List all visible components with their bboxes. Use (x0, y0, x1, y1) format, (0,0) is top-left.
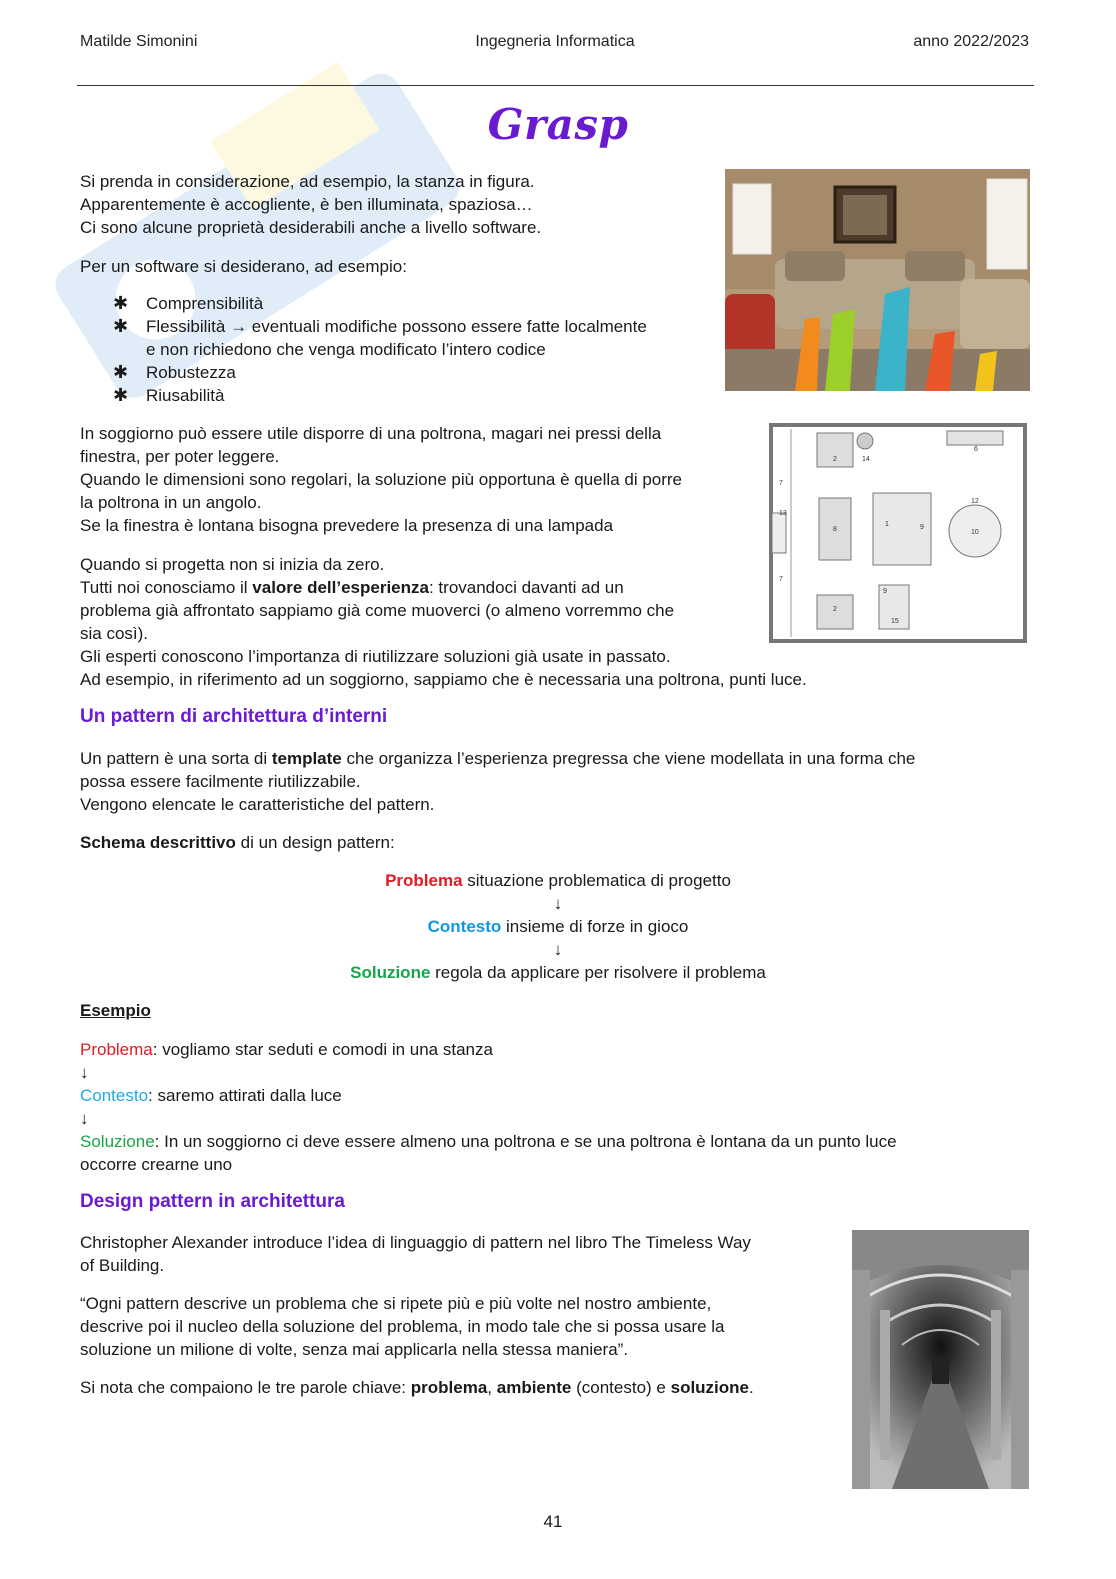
quote-line: “Ogni pattern descrive un problema che si ripete più e più volte nel nostro ambiente, (80, 1294, 712, 1313)
list-item (113, 384, 647, 407)
text-span: Tutti noi conosciamo il (80, 578, 253, 597)
header-year: anno 2022/2023 (913, 33, 1029, 50)
list-item (113, 315, 647, 338)
living-line: Se la finestra è lontana bisogna prevedere la presenza di una lampada (80, 516, 614, 535)
solution-label: Soluzione (80, 1132, 155, 1151)
floor-plan-label: 1 (885, 521, 889, 528)
living-line: In soggiorno può essere utile disporre di una poltrona, magari nei pressi della (80, 424, 662, 443)
experience-line: Gli esperti conoscono l’importanza di riutilizzare soluzioni già usate in passato. (80, 647, 671, 666)
experience-line: Ad esempio, in riferimento ad un soggiorno, sappiamo che è necessaria una poltrona, punti luce. (80, 670, 807, 689)
text-span: : In un soggiorno ci deve essere almeno una poltrona e se una poltrona è lontana da un punto luce (154, 1132, 897, 1151)
text-span: che organizza l’esperienza pregressa che viene modellata in una forma che (341, 749, 916, 768)
asterisk-icon: ✱ (113, 385, 129, 405)
bold-span: template (271, 749, 342, 768)
asterisk-icon: ✱ (113, 293, 129, 313)
alexander-line: of Building. (80, 1256, 165, 1275)
living-line: Quando le dimensioni sono regolari, la soluzione più opportuna è quella di porre (80, 470, 683, 489)
definition-line (80, 747, 915, 770)
problem-label: Problema (385, 871, 463, 890)
pattern-definition (80, 747, 915, 816)
bold-span: valore dell’esperienza (252, 578, 429, 597)
text-span: di un design pattern: (235, 833, 395, 852)
text-span: insieme di forze in gioco (501, 917, 689, 936)
down-arrow-icon: ↓ (553, 940, 563, 959)
asterisk-icon: ✱ (113, 362, 129, 382)
example-block (80, 1038, 897, 1176)
text-span: : trovandoci davanti ad un (428, 578, 624, 597)
text-span: Un pattern è una sorta di (80, 749, 272, 768)
floor-plan-label: 12 (971, 498, 979, 505)
example-solution-continued: occorre crearne uno (80, 1155, 233, 1174)
experience-line: sia così). (80, 624, 149, 643)
list-item-text: Flessibilità → eventuali modifiche possono essere fatte localmente (146, 317, 647, 336)
bold-span: problema (410, 1378, 488, 1397)
text-span: situazione problematica di progetto (462, 871, 731, 890)
text-span: (contesto) e (571, 1378, 671, 1397)
floor-plan-label: 14 (862, 456, 870, 463)
text-span: : saremo attirati dalla luce (148, 1086, 342, 1105)
intro-paragraph (80, 170, 541, 239)
floor-plan-label: 8 (833, 526, 837, 533)
experience-paragraph (80, 553, 807, 691)
bold-span: ambiente (496, 1378, 572, 1397)
down-arrow-icon: ↓ (553, 894, 563, 913)
living-line: la poltrona in un angolo. (80, 493, 262, 512)
intro-line: Apparentemente è accogliente, è ben illuminata, spaziosa… (80, 195, 533, 214)
floor-plan-label: 2 (833, 606, 837, 613)
list-item-text: e non richiedono che venga modificato l’intero codice (146, 340, 546, 359)
quote-line: descrive poi il nucleo della soluzione del problema, in modo tale che si possa usare la (80, 1317, 725, 1336)
floor-plan-label: 9 (920, 524, 924, 531)
floor-plan-label: 2 (833, 456, 837, 463)
schema-intro (80, 831, 395, 854)
example-heading (80, 999, 151, 1022)
header-course: Ingegneria Informatica (475, 33, 635, 50)
alexander-line: Christopher Alexander introduce l’idea di linguaggio di pattern nel libro The Timeless Way (80, 1233, 751, 1252)
header-divider (77, 85, 1034, 86)
experience-line: problema già affrontato sappiamo già come muoverci (o almeno vorremmo che (80, 601, 675, 620)
alexander-quote (80, 1292, 724, 1361)
list-indent (113, 338, 146, 361)
floor-plan-label: 10 (971, 529, 979, 536)
list-item (113, 338, 647, 361)
definition-line: possa essere facilmente riutilizzabile. (80, 772, 361, 791)
floor-plan-label: 15 (891, 618, 899, 625)
intro-line: Si prenda in considerazione, ad esempio, la stanza in figura. (80, 172, 535, 191)
list-item-text: Comprensibilità (146, 294, 264, 313)
floor-plan-label: 13 (779, 510, 787, 517)
page-title: Grasp (487, 100, 629, 149)
floor-plan-label: 7 (779, 480, 783, 487)
bold-span: Schema descrittivo (80, 833, 236, 852)
alexander-paragraph (80, 1231, 751, 1277)
definition-line: Vengono elencate le caratteristiche del pattern. (80, 795, 435, 814)
list-item-text: Robustezza (146, 363, 236, 382)
experience-line (80, 576, 807, 599)
text-span: . (749, 1378, 754, 1397)
example-heading-text: Esempio (80, 1001, 151, 1020)
floor-plan-diagram (769, 423, 1027, 643)
down-arrow-icon: ↓ (80, 1109, 89, 1128)
down-arrow-icon: ↓ (80, 1063, 89, 1082)
bullet-list (113, 292, 647, 407)
example-context (80, 1084, 897, 1107)
text-span: Si nota che compaiono le tre parole chiave: (80, 1378, 411, 1397)
text-span: : vogliamo star seduti e comodi in una stanza (152, 1040, 493, 1059)
experience-line: Quando si progetta non si inizia da zero. (80, 555, 385, 574)
text-span: regola da applicare per risolvere il problema (430, 963, 766, 982)
list-item-text: Riusabilità (146, 386, 225, 405)
list-item (113, 361, 647, 384)
context-label: Contesto (80, 1086, 149, 1105)
desired-intro: Per un software si desiderano, ad esempio: (80, 257, 407, 276)
bold-span: soluzione (670, 1378, 750, 1397)
list-item (113, 292, 647, 315)
living-line: finestra, per poter leggere. (80, 447, 280, 466)
section-heading-architecture: Design pattern in architettura (80, 1191, 345, 1212)
intro-line: Ci sono alcune proprietà desiderabili anche a livello software. (80, 218, 542, 237)
schema-problem (0, 869, 1116, 892)
living-paragraph (80, 422, 682, 537)
section-heading-interior-pattern: Un pattern di architettura d’interni (80, 706, 388, 727)
context-label: Contesto (427, 917, 502, 936)
problem-label: Problema (80, 1040, 153, 1059)
example-problem (80, 1038, 897, 1061)
quote-line: soluzione un milione di volte, senza mai applicarla nella stessa maniera”. (80, 1340, 629, 1359)
floor-plan-label: 7 (779, 576, 783, 583)
page-number: 41 (543, 1512, 563, 1531)
cloister-photo (852, 1230, 1029, 1489)
living-room-photo (725, 169, 1030, 391)
text-span: , (487, 1378, 497, 1397)
schema-context (0, 915, 1116, 938)
asterisk-icon: ✱ (113, 316, 129, 336)
floor-plan-label: 9 (883, 588, 887, 595)
example-solution (80, 1130, 897, 1153)
floor-plan-label: 6 (974, 446, 978, 453)
keywords-sentence (80, 1376, 754, 1399)
header-author: Matilde Simonini (80, 33, 198, 50)
solution-label: Soluzione (350, 963, 431, 982)
schema-solution (0, 961, 1116, 984)
